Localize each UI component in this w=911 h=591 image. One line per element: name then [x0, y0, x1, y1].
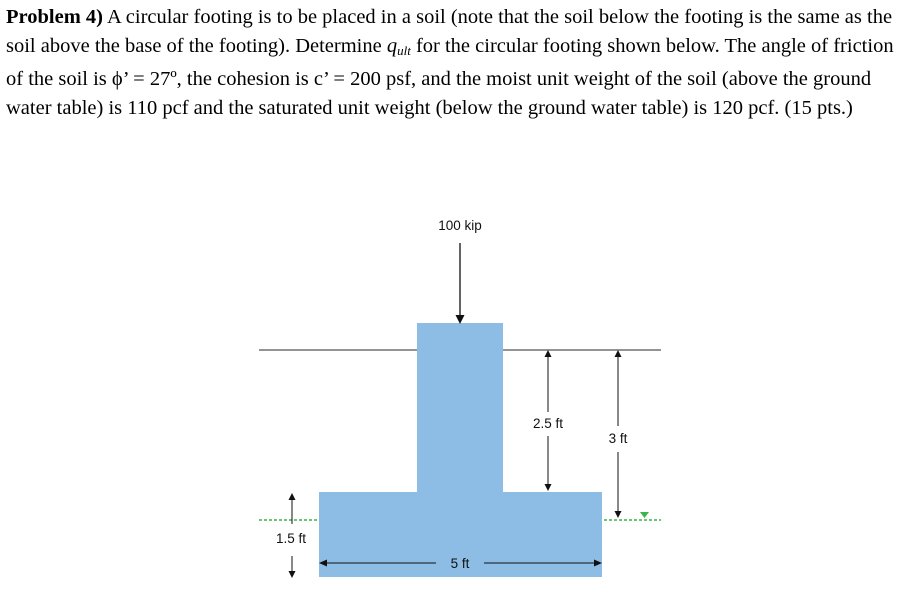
column-depth-arrow-top: [545, 350, 552, 357]
load-arrow-head: [456, 315, 465, 324]
column-depth-arrow-bottom: [545, 484, 552, 491]
width-label: 5 ft: [450, 556, 470, 571]
problem-text-part-2: for the circular footing shown below. The angle of friction of the soil is ϕ’ = 27º, the cohesion is c’ = 200 psf, and the moist unit weight of the soil (above the ground water table) is 110 pcf and the saturated unit weight (below the ground water table) is 120 pcf. (15 pts.): [6, 34, 894, 119]
water-table-symbol: [640, 512, 649, 518]
water-depth-label: 3 ft: [608, 431, 628, 446]
problem-text-part-1: A circular footing is to be placed in a soil (note that the soil below the footing is the same as the soil above the base of the footing). Determine: [6, 6, 893, 57]
q-symbol: q: [386, 34, 398, 57]
thickness-label: 1.5 ft: [275, 531, 307, 546]
thickness-arrow-bottom: [289, 571, 296, 578]
load-label: 100 kip: [438, 218, 482, 233]
column-depth-label: 2.5 ft: [532, 416, 564, 431]
water-depth-arrow-bottom: [615, 511, 622, 518]
problem-label: Problem 4): [6, 6, 103, 28]
thickness-arrow-top: [289, 493, 296, 500]
q-subscript: ult: [397, 42, 411, 58]
footing-column: [417, 323, 503, 493]
water-depth-arrow-top: [615, 350, 622, 357]
